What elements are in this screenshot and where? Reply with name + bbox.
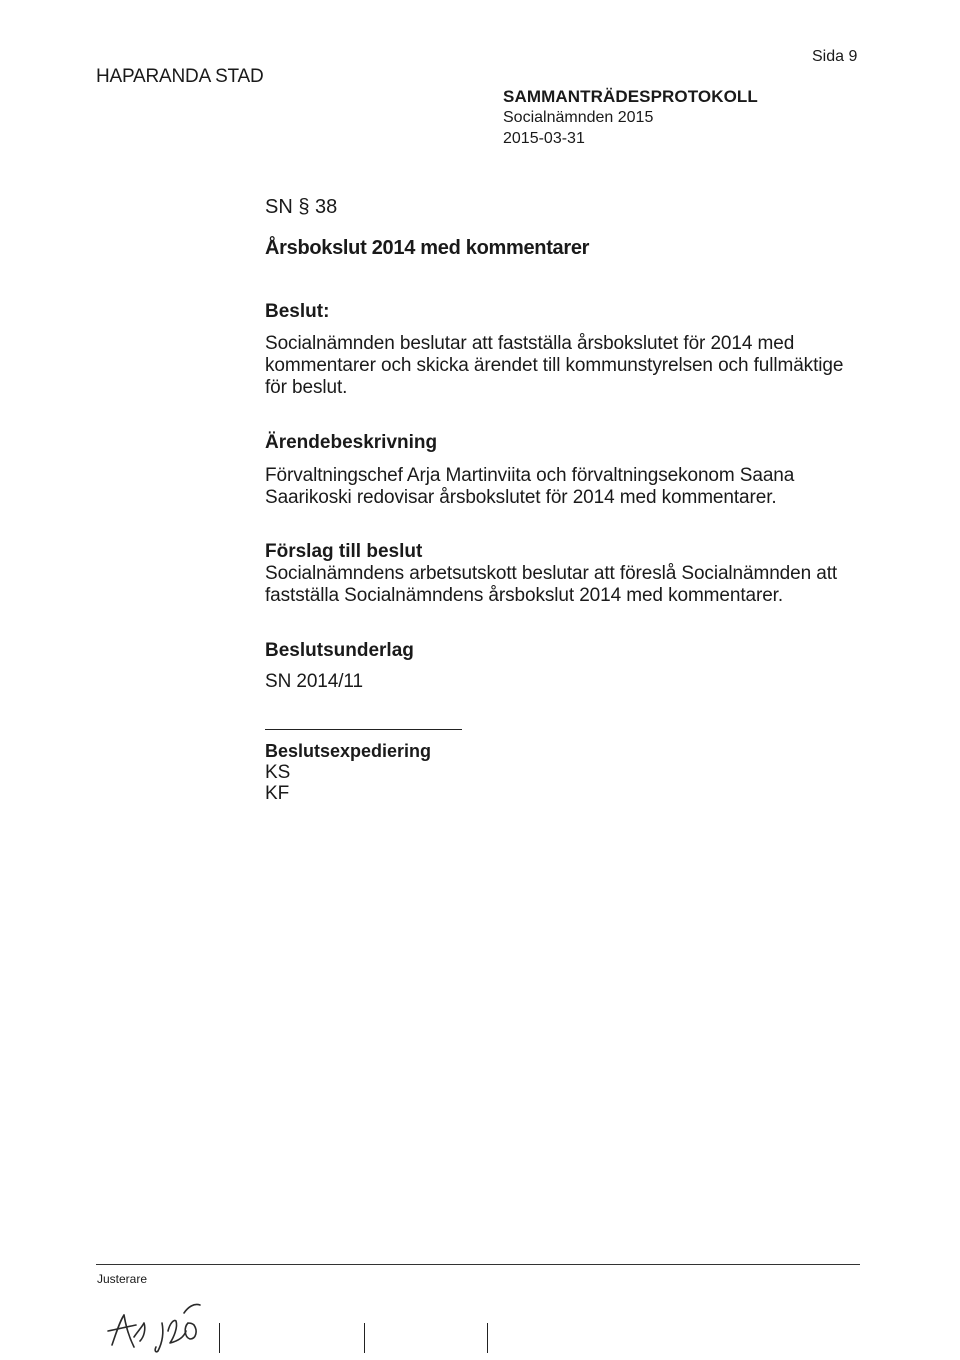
- forslag-text: [265, 563, 905, 607]
- justerare-signature: [104, 1293, 214, 1355]
- forslag-line: Socialnämndens arbetsutskott beslutar att föreslå Socialnämnden att: [265, 563, 838, 584]
- justerare-label: Justerare: [97, 1272, 148, 1286]
- footer-divider: [96, 1264, 860, 1265]
- arendebeskrivning-text: [265, 465, 885, 509]
- beslut-text: [265, 333, 885, 399]
- recipient-item: KF: [265, 783, 290, 804]
- arendebeskrivning-heading: Ärendebeskrivning: [265, 432, 438, 453]
- beslutsunderlag-text: SN 2014/11: [265, 671, 363, 692]
- organization-name: HAPARANDA STAD: [96, 66, 264, 87]
- separator-line: [265, 729, 462, 730]
- committee-name: Socialnämnden 2015: [503, 109, 654, 126]
- forslag-line: fastställa Socialnämndens årsbokslut 2014 med kommentarer.: [265, 585, 784, 606]
- signature-field-divider: [487, 1323, 488, 1353]
- signature-field-divider: [219, 1323, 220, 1353]
- recipient-item: KS: [265, 762, 291, 783]
- recipient-list: [265, 762, 290, 804]
- beslutsexpediering-heading: Beslutsexpediering: [265, 741, 432, 761]
- page-number: Sida 9: [812, 48, 858, 65]
- beslutsunderlag-heading: Beslutsunderlag: [265, 640, 414, 661]
- section-number: SN § 38: [265, 196, 338, 218]
- arendebeskrivning-line: Saarikoski redovisar årsbokslutet för 2014 med kommentarer.: [265, 487, 777, 508]
- arendebeskrivning-line: Förvaltningschef Arja Martinviita och förvaltningsekonom Saana: [265, 465, 795, 486]
- beslut-heading: Beslut:: [265, 301, 330, 322]
- meeting-date: 2015-03-31: [503, 130, 585, 147]
- document-title: Årsbokslut 2014 med kommentarer: [265, 237, 590, 259]
- forslag-heading: Förslag till beslut: [265, 541, 423, 562]
- beslut-line: Socialnämnden beslutar att fastställa årsbokslutet för 2014 med: [265, 333, 795, 354]
- protocol-title: SAMMANTRÄDESPROTOKOLL: [503, 87, 758, 106]
- beslut-line: för beslut.: [265, 377, 348, 398]
- beslut-line: kommentarer och skicka ärendet till kommunstyrelsen och fullmäktige: [265, 355, 844, 376]
- signature-field-divider: [364, 1323, 365, 1353]
- protocol-header: [503, 86, 758, 149]
